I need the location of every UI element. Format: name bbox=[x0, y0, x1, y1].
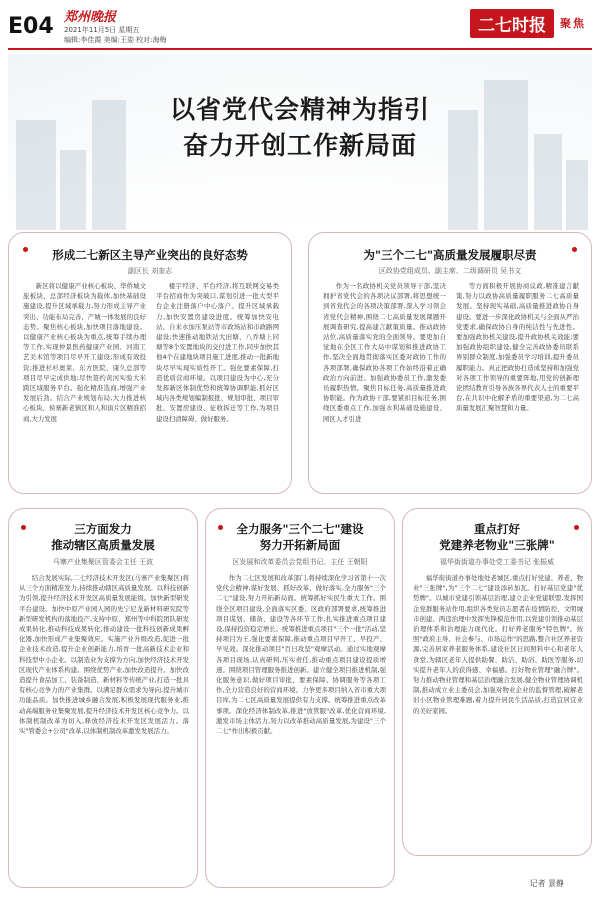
page-header bbox=[0, 0, 600, 52]
brand-name: 二七时报 bbox=[470, 9, 554, 38]
article-body bbox=[23, 281, 279, 487]
article-byline: 福华街街道办事处党工委书记 张振威 bbox=[439, 558, 555, 566]
section-brand bbox=[470, 10, 586, 36]
article-text: 楼宇经济、平台经济,将互联网交易类平台招商作为突破口,谋划引进一批大型平台企业注册落户中心落户。提升区域承载力,加快安置房建设进度。统筹加快安电站、自来水加压泵站等市政场站和市政路网建设;快速推动地铁站大田塘、八乔塘上同塘等8个安置地块的交付进工作,同步加快其他4个在建地块项目施工进度,推动一批新地块尽早实现实质性开工。强化要素保障,打造优质营商环境。以项目建设为中心,充分发挥新区体制优势和统筹协调职能,抓好区域内各类规划编制报批、规划审批、项目审批、安置房建设、征收拆迁等工作,为项目建设扫清障碍、做好服务。 bbox=[156, 282, 279, 423]
article-title: 为"三个二七"高质量发展履职尽责 bbox=[363, 248, 537, 262]
section-tag: 聚焦 bbox=[560, 17, 586, 30]
article-body bbox=[19, 573, 189, 881]
article-body bbox=[413, 573, 583, 849]
article-title: 三方面发力 推动辖区高质量发展 bbox=[51, 522, 155, 552]
article-text: 作为二七区发展和改革部门,将持续深化学习省第十一次党代会精神,谋好发展、抓好改革、做好落实,全力服务"三个二七"建设,努力开拓新局面。统筹抓好实民生重大工作。围绕全区项目建设,全面落实区委、区政府部署要求,统筹推进项目谋划、储备、建设等各环节工作,扎实推进重点项目建设,保持投资稳定增长。统筹推进重点项目"三个一批"活动,坚持项目为王,强化要素保障,推动重点项目早开工、早投产、早见效。深化推动项目"百日攻坚"观摩活动。通过实地观摩各项目现场,认真研判,压实责任,推动重点项目建设提质增速。围绕项目管理服务推进创新。建立健全项目推进机制,强化服务意识,做好项目审批、要素保障、协调服务等各项工作,全力营造良好的营商环境。力争更多项目纳入省市重大项目库,为二七区高质量发展提供有力支撑。统筹推进重点改革事项。深化经济体制改革,推进"放管服"改革,优化营商环境,激发市场主体活力,努力以改革推动高质量发展,为建设"三个二七"作出积极贡献。 bbox=[216, 574, 386, 736]
article-title: 全力服务"三个二七"建设 努力开拓新局面 bbox=[236, 522, 364, 552]
article-card bbox=[205, 508, 395, 888]
article-card bbox=[8, 508, 198, 888]
article-byline: 区发展和改革委员会党组书记、主任 王朝阳 bbox=[232, 558, 368, 566]
date-line: 2021年11月5日 星期五 bbox=[64, 26, 140, 34]
article-card bbox=[8, 232, 292, 494]
article-byline: 副区长 刘奎志 bbox=[127, 267, 173, 275]
article-text: 新区将以健康产业核心板块、华侨城文旅板块、总部经济板块为载体,加快基础设施建设,提升区域承载力,努力形成主导产业突出、功能布局完善、产城一体发展的良好态势。聚焦核心板块,加快项目落地建设。以健康产业核心板块为重点,统筹手续办理等工作,实现仲景医药健康产业园、河南工艺美术馆等项目尽早开工建设;形成有效投资;推进杉杉奥莱、东方医院、康久总部等项目尽早完成供地;尽快签约黄河实验大米跨区域服务平台。强化精准选商,增强产业发展后劲。结合产业规划布局,大力推进核心板块、侯寨新老镇区和人和街片区精准招商,大力发展 bbox=[23, 282, 146, 423]
article-text: 等方面积极开展协商议政,精准建言献策,努力以政协高质量履职服务二七高质量发展。坚持现实基础,高质量推进政协自身建设。要进一步深化政协机关与全面从严治党要求,确保政协自身的纯洁性与先进性。要加强政协机关建设,提升政协机关效能;要加强政协组织建设,健全完善政协委员联系界别群众制度,加强委员学习培训,提升委员履职能力。真正把政协打造成坚持和加强党对各项工作领导的重要阵地,用党的创新理论团结教育引导各族各界代表人士的重要平台,在共识中化解矛盾的重要渠道,为二七高质量发展汇聚智慧和力量。 bbox=[456, 282, 579, 413]
article-title: 重点打好 党建养老物业"三张牌" bbox=[439, 522, 555, 552]
article-text: 福华街街道办事处地处老城区,重点打好党建、养老、物业"三张牌",为"三个二七"建设添砖加瓦。打好基层党建"优势牌"。以城市党建引领基层治理,建立企业党建联盟,发挥国企党群服务站作用,组织各类党员志愿者在疫情防控、文明城市创建、两违治理中发挥先锋模范作用,以党建引领推动基层治理体系和治理能力现代化。打好养老服务"特色牌"。按照"政府主导、社会参与、市场运作"的思路,整合社区养老资源,完善居家养老服务体系,建设社区日间照料中心和老年人食堂,为辖区老年人提供助餐、助洁、助浴、助医等服务,切实提升老年人的获得感、幸福感。打好物业管理"融合牌"。努力推动物业管理和基层治理融合发展,健全物业管理协调机制,推动成立业主委员会,加强对物业企业的监督管理,破解老旧小区物业管理难题,着力提升居民生活品质,打造宜居宜业的美好家园。 bbox=[413, 574, 583, 715]
header-rule bbox=[8, 48, 592, 50]
article-body bbox=[323, 281, 579, 487]
newspaper-logo: 郑州晚报 bbox=[64, 10, 117, 25]
headline-line-1: 以省党代会精神为指引 bbox=[169, 95, 430, 124]
skyline-building bbox=[566, 160, 588, 230]
reporter-credit: 记者 景静 bbox=[529, 879, 564, 888]
article-byline: 马寨产业集聚区管委会主任 王波 bbox=[52, 558, 154, 566]
article-card bbox=[308, 232, 592, 494]
article-text: 结合发展实际,二七经济技术开发区(马寨产业集聚区)将从三个方面精准发力,持续推动辖区高质量发展。以科技创新为引领,提升经济技术开发区高质量发展能级。加快新型研发平台建设。加快中原产业园人园的先宁尼龙新材料研究院等新型研发机构的落地投产,支持中原、郑州等中科院团队研发成果转化,推动科技成果转化,推动建设一批科技创新成果孵化器,加快形成产业集聚效应。实施产业升级改造,促进一批企业技术改造,提升企业创新能力,培育一批高新技术企业和科技型中小企业。以制造业为支撑为方向,加快经济技术开发区现代产业体系构建。围绕优势产业,加快改造提升。加快改造提升食品加工、装备制造、新材料等传统产业,打造一批具有核心竞争力的产业集群。以满足群众需求为导向,提升城市功能品质。加快推进城乡融合发展,积极发展现代服务业,推动高端服务业集聚发展,提升经济技术开发区核心竞争力。以体制机制改革为切入,释放经济技术开发区发展活力。落实"管委会+公司"改革,以体制机制改革激发发展活力。 bbox=[19, 574, 189, 736]
page-number: E04 bbox=[8, 14, 54, 39]
headline-line-2: 奋力开创工作新局面 bbox=[182, 131, 417, 160]
article-title: 形成二七新区主导产业突出的良好态势 bbox=[52, 248, 248, 262]
article-text: 作为一名政协机关党员领导干部,坚决拥护省党代会的各项决议部署,将思想统一到省党代会的各项决策部署,深入学习领会省党代会精神,围绕二七高质量发展课题开展调查研究,提高建言献策质量。推动政协站位,高质量落实党的全面领导。要更加自觉地在全区工作大局中谋划和推进政协工作,坚决全面地贯彻落实区委对政协工作的各项部署,确保政协各项工作始终沿着正确政治方向前进。加强政协委员工作,激发委员履职热情。聚焦目标任务,高质量推进政协职能。作为政协干部,要紧扣目标任务,围绕区委重点工作,加强水利基础设施建设、园区人才引进 bbox=[323, 282, 446, 423]
editor-line: 编辑:李佳霞 美编:王姿 校对:海梅 bbox=[64, 36, 167, 44]
hero-banner bbox=[8, 54, 592, 230]
article-byline: 区政协党组成员、副主席、二级调研员 吴书文 bbox=[378, 267, 522, 275]
article-body bbox=[216, 573, 386, 881]
article-card bbox=[402, 508, 592, 856]
skyline-building bbox=[60, 150, 86, 230]
